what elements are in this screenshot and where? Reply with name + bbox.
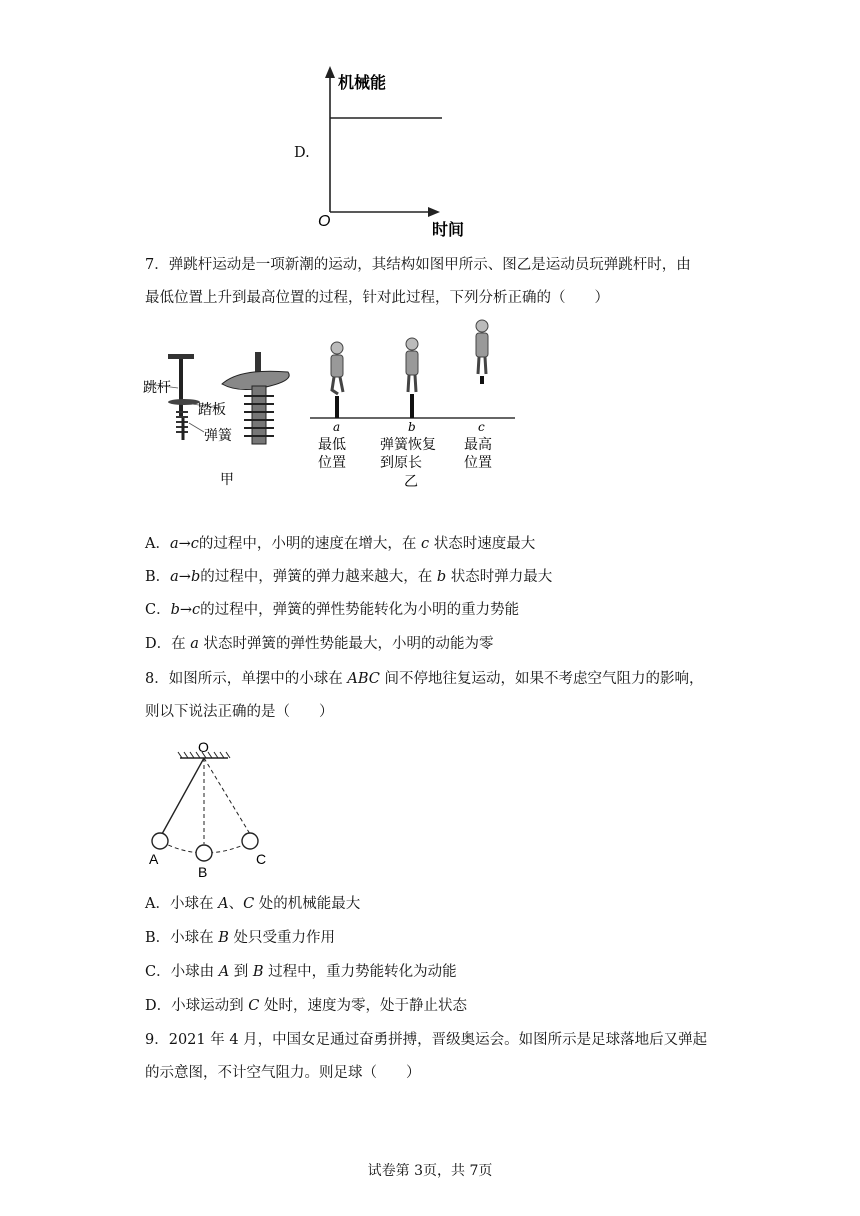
person-a <box>331 342 343 418</box>
pedal-label: 踏板 <box>198 402 226 418</box>
q8-option-b: B．小球在 B 处只受重力作用 <box>145 930 336 946</box>
spring-label: 弹簧 <box>204 428 232 444</box>
q8-stem-line2: 则以下说法正确的是（ ） <box>145 704 334 720</box>
option-d-label: D. <box>294 145 310 161</box>
caption-yi: 乙 <box>404 474 418 490</box>
point-o-label: O <box>198 739 209 755</box>
q7-option-c: C．b→c的过程中，弹簧的弹性势能转化为小明的重力势能 <box>145 602 520 618</box>
pendulum-figure <box>140 736 280 882</box>
state-b-letter: b <box>408 420 416 434</box>
state-c-letter: c <box>478 420 485 434</box>
state-b-line2: 到原长 <box>380 455 422 471</box>
pole-label: 跳杆 <box>143 380 171 396</box>
page-footer: 试卷第 3页，共 7页 <box>367 1163 493 1179</box>
origin-label: O <box>318 213 331 230</box>
state-b-line1: 弹簧恢复 <box>380 437 436 453</box>
point-c-label: C <box>256 851 267 867</box>
mechanical-energy-graph <box>310 62 480 242</box>
y-axis-label: 机械能 <box>338 75 387 92</box>
state-c-line1: 最高 <box>464 437 492 453</box>
q7-option-a: A．a→c的过程中，小明的速度在增大，在 c 状态时速度最大 <box>145 536 536 552</box>
q7-stem-line1: 7．弹跳杆运动是一项新潮的运动，其结构如图甲所示、图乙是运动员玩弹跳杆时，由 <box>145 257 691 273</box>
q9-stem-line1: 9．2021 年 4 月，中国女足通过奋勇拼搏，晋级奥运会。如图所示是足球落地后又弹起 <box>145 1032 708 1048</box>
q8-option-a: A．小球在 A、C 处的机械能最大 <box>145 896 361 912</box>
person-c <box>476 320 488 384</box>
pogo-stick-figure <box>140 318 530 498</box>
q7-stem-line2: 最低位置上升到最高位置的过程，针对此过程，下列分析正确的（ ） <box>145 290 609 306</box>
state-c-line2: 位置 <box>464 455 492 471</box>
person-b <box>406 338 418 418</box>
state-a-line2: 位置 <box>318 455 346 471</box>
q7-option-d: D．在 a 状态时弹簧的弹性势能最大，小明的动能为零 <box>145 636 494 652</box>
x-axis-label: 时间 <box>432 222 465 239</box>
q8-option-c: C．小球由 A 到 B 过程中，重力势能转化为动能 <box>145 964 457 980</box>
q7-option-b: B．a→b的过程中，弹簧的弹力越来越大，在 b 状态时弹力最大 <box>145 569 553 585</box>
state-a-line1: 最低 <box>318 437 346 453</box>
point-a-label: A <box>149 851 159 867</box>
point-b-label: B <box>198 864 208 880</box>
q8-option-d: D．小球运动到 C 处时，速度为零，处于静止状态 <box>145 998 467 1014</box>
q8-stem-line1: 8．如图所示，单摆中的小球在 ABC 间不停地往复运动，如果不考虑空气阻力的影响， <box>145 671 704 687</box>
q9-stem-line2: 的示意图，不计空气阻力。则足球（ ） <box>145 1065 421 1081</box>
state-a-letter: a <box>333 420 341 434</box>
caption-jia: 甲 <box>220 472 234 488</box>
